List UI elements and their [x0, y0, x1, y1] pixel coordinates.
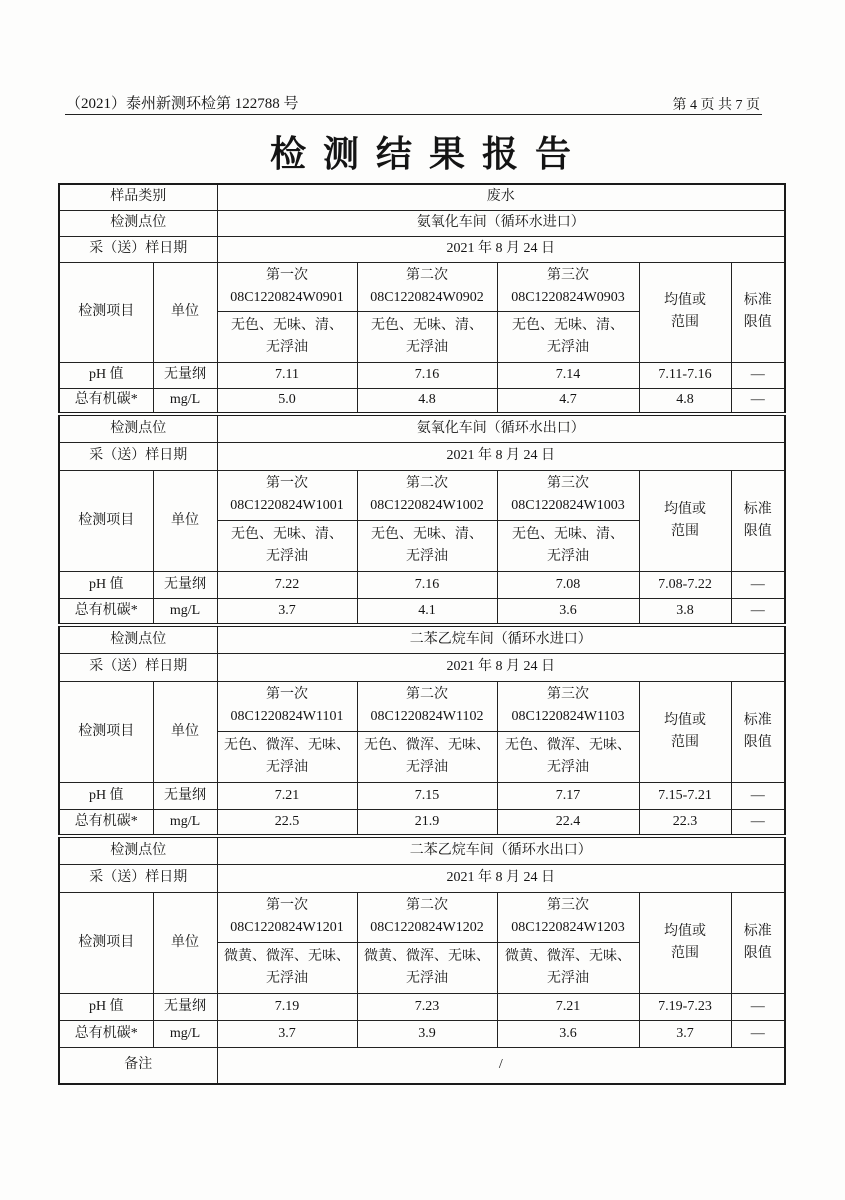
result-limit: — [731, 571, 785, 598]
remark-row [59, 1047, 785, 1084]
sample-description [217, 311, 357, 362]
sample-header-line: 08C1220824W1203 [511, 920, 625, 935]
sample-header-line: 08C1220824W1202 [370, 920, 484, 935]
result-value: 4.8 [357, 388, 497, 414]
test-point-label: 检测点位 [59, 414, 217, 442]
result-row [59, 571, 785, 598]
sample-header-line: 第二次 [406, 898, 448, 913]
result-value: 21.9 [357, 809, 497, 836]
sample-description [497, 311, 639, 362]
result-value: 3.6 [497, 598, 639, 625]
sampling-date-label: 采（送）样日期 [59, 864, 217, 892]
result-row [59, 782, 785, 809]
result-unit: mg/L [153, 598, 217, 625]
sample-description-line: 无色、无味、清、 [371, 526, 483, 542]
sample-header-line: 第三次 [547, 898, 589, 913]
sample-header [217, 892, 357, 942]
result-item: pH 值 [59, 993, 153, 1020]
sample-description [357, 942, 497, 993]
sample-description-line: 无浮油 [547, 548, 589, 564]
test-point-label: 检测点位 [59, 210, 217, 236]
result-unit: mg/L [153, 388, 217, 414]
unit-header: 单位 [153, 892, 217, 993]
result-value: 3.6 [497, 1020, 639, 1047]
result-mean: 3.7 [639, 1020, 731, 1047]
result-value: 7.19 [217, 993, 357, 1020]
item-header: 检测项目 [59, 470, 153, 571]
standard-limit-header-line: 标准 [743, 501, 772, 517]
sample-header [357, 262, 497, 311]
sample-description-line: 无色、无味、清、 [231, 526, 343, 542]
sample-description-line: 无浮油 [406, 548, 448, 564]
sampling-date-value: 2021 年 8 月 24 日 [217, 442, 785, 470]
column-header-row [59, 892, 785, 942]
sample-description-line: 无浮油 [547, 339, 589, 355]
test-point-row [59, 836, 785, 864]
unit-header: 单位 [153, 681, 217, 782]
result-value: 7.08 [497, 571, 639, 598]
result-mean: 7.15-7.21 [639, 782, 731, 809]
standard-limit-header-line: 标准 [743, 293, 772, 308]
sample-header [357, 892, 497, 942]
sample-header [357, 681, 497, 731]
sample-description-line: 无色、微浑、无味、 [505, 737, 631, 753]
page-title: 检 测 结 果 报 告 [269, 134, 575, 174]
sample-description-line: 微黄、微浑、无味、 [224, 948, 350, 964]
standard-limit-header [731, 262, 785, 362]
test-point-label: 检测点位 [59, 625, 217, 653]
result-mean: 7.19-7.23 [639, 993, 731, 1020]
standard-limit-header-line: 标准 [743, 923, 772, 939]
sample-header-line: 08C1220824W1102 [370, 709, 484, 724]
result-item: 总有机碳* [59, 388, 153, 414]
result-value: 7.16 [357, 362, 497, 388]
standard-limit-header-line: 限值 [743, 945, 772, 961]
result-unit: mg/L [153, 809, 217, 836]
column-header-row [59, 262, 785, 311]
result-value: 22.5 [217, 809, 357, 836]
sample-description [217, 731, 357, 782]
sample-header-line: 第一次 [266, 476, 308, 491]
result-limit: — [731, 598, 785, 625]
sample-description-line: 无浮油 [547, 759, 589, 775]
results-table-body [59, 184, 785, 1084]
sample-header [217, 681, 357, 731]
result-limit: — [731, 993, 785, 1020]
result-row [59, 598, 785, 625]
sampling-date-label: 采（送）样日期 [59, 236, 217, 262]
sample-header-line: 第二次 [406, 476, 448, 491]
mean-range-header-line: 均值或 [664, 293, 706, 308]
result-item: pH 值 [59, 571, 153, 598]
result-limit: — [731, 388, 785, 414]
item-header: 检测项目 [59, 681, 153, 782]
result-mean: 7.08-7.22 [639, 571, 731, 598]
result-row [59, 362, 785, 388]
sample-description-line: 无浮油 [406, 339, 448, 355]
test-point-value: 二苯乙烷车间（循环水出口） [217, 836, 785, 864]
sample-header-line: 08C1220824W1201 [230, 920, 344, 935]
result-limit: — [731, 362, 785, 388]
result-value: 7.15 [357, 782, 497, 809]
sample-type-value: 废水 [217, 184, 785, 210]
result-limit: — [731, 1020, 785, 1047]
mean-range-header-line: 范围 [671, 523, 699, 539]
sample-description-line: 无浮油 [547, 970, 589, 986]
standard-limit-header-line: 标准 [743, 712, 772, 728]
result-unit: 无量纲 [153, 782, 217, 809]
result-value: 3.7 [217, 598, 357, 625]
item-header: 检测项目 [59, 892, 153, 993]
result-value: 22.4 [497, 809, 639, 836]
sampling-date-row [59, 236, 785, 262]
result-item: 总有机碳* [59, 809, 153, 836]
standard-limit-header [731, 470, 785, 571]
result-row [59, 809, 785, 836]
mean-range-header-line: 范围 [671, 734, 699, 750]
test-point-row [59, 414, 785, 442]
sample-header-line: 08C1220824W1002 [370, 498, 484, 513]
sample-description-line: 无色、无味、清、 [512, 317, 624, 333]
sample-header-line: 08C1220824W1101 [230, 709, 344, 724]
result-unit: mg/L [153, 1020, 217, 1047]
standard-limit-header-line: 限值 [743, 734, 772, 750]
sample-header-line: 第三次 [547, 267, 589, 283]
sample-header [497, 681, 639, 731]
test-point-row [59, 625, 785, 653]
sample-header [497, 262, 639, 311]
sample-description-line: 无浮油 [266, 759, 308, 775]
unit-header: 单位 [153, 470, 217, 571]
mean-range-header [639, 681, 731, 782]
sample-description [217, 520, 357, 571]
sample-description-line: 无色、无味、清、 [371, 317, 483, 333]
result-item: 总有机碳* [59, 1020, 153, 1047]
test-point-row [59, 210, 785, 236]
sampling-date-value: 2021 年 8 月 24 日 [217, 653, 785, 681]
result-value: 7.11 [217, 362, 357, 388]
sample-header-line: 第一次 [266, 898, 308, 913]
result-value: 5.0 [217, 388, 357, 414]
test-point-value: 二苯乙烷车间（循环水进口） [217, 625, 785, 653]
sample-description [497, 731, 639, 782]
sample-description [357, 520, 497, 571]
result-value: 4.7 [497, 388, 639, 414]
header-divider [65, 114, 762, 115]
unit-header: 单位 [153, 262, 217, 362]
sample-description [217, 942, 357, 993]
sample-header [357, 470, 497, 520]
column-header-row [59, 681, 785, 731]
sample-description-line: 无浮油 [266, 548, 308, 564]
page-indicator: 第 4 页 共 7 页 [672, 98, 760, 113]
sample-header [497, 470, 639, 520]
sample-header-line: 08C1220824W0901 [230, 289, 344, 305]
sample-description-line: 无浮油 [266, 339, 308, 355]
sample-header-line: 08C1220824W0903 [511, 289, 625, 305]
sample-type-row [59, 184, 785, 210]
sample-description [497, 520, 639, 571]
result-value: 7.16 [357, 571, 497, 598]
result-item: 总有机碳* [59, 598, 153, 625]
test-point-label: 检测点位 [59, 836, 217, 864]
result-mean: 7.11-7.16 [639, 362, 731, 388]
results-table [58, 183, 786, 1085]
result-value: 7.23 [357, 993, 497, 1020]
mean-range-header-line: 范围 [671, 315, 699, 330]
mean-range-header-line: 均值或 [664, 712, 706, 728]
result-value: 7.21 [217, 782, 357, 809]
column-header-row [59, 470, 785, 520]
sample-description-line: 无浮油 [266, 970, 308, 986]
sampling-date-label: 采（送）样日期 [59, 442, 217, 470]
mean-range-header-line: 均值或 [664, 501, 706, 517]
sample-description-line: 微黄、微浑、无味、 [364, 948, 490, 964]
sample-description [357, 731, 497, 782]
sample-header [217, 262, 357, 311]
sample-header-line: 08C1220824W1001 [230, 498, 344, 513]
sample-header-line: 第三次 [547, 687, 589, 702]
result-value: 7.14 [497, 362, 639, 388]
result-mean: 3.8 [639, 598, 731, 625]
remark-label: 备注 [59, 1047, 217, 1084]
result-row [59, 388, 785, 414]
result-unit: 无量纲 [153, 571, 217, 598]
test-point-value: 氨氧化车间（循环水进口） [217, 210, 785, 236]
sampling-date-value: 2021 年 8 月 24 日 [217, 864, 785, 892]
remark-value: / [217, 1047, 785, 1084]
test-point-value: 氨氧化车间（循环水出口） [217, 414, 785, 442]
result-value: 7.22 [217, 571, 357, 598]
result-mean: 22.3 [639, 809, 731, 836]
sample-description [357, 311, 497, 362]
sample-header-line: 第一次 [266, 267, 308, 283]
sample-description-line: 无浮油 [406, 759, 448, 775]
sampling-date-row [59, 864, 785, 892]
result-value: 7.17 [497, 782, 639, 809]
result-limit: — [731, 782, 785, 809]
sample-description-line: 无色、微浑、无味、 [364, 737, 490, 753]
mean-range-header-line: 范围 [671, 945, 699, 961]
result-unit: 无量纲 [153, 362, 217, 388]
sampling-date-row [59, 653, 785, 681]
result-limit: — [731, 809, 785, 836]
item-header: 检测项目 [59, 262, 153, 362]
sampling-date-label: 采（送）样日期 [59, 653, 217, 681]
result-item: pH 值 [59, 782, 153, 809]
result-value: 3.7 [217, 1020, 357, 1047]
sample-header-line: 第二次 [406, 687, 448, 702]
mean-range-header [639, 892, 731, 993]
result-value: 4.1 [357, 598, 497, 625]
sample-description [497, 942, 639, 993]
result-value: 3.9 [357, 1020, 497, 1047]
sample-header-line: 08C1220824W1003 [511, 498, 625, 513]
sample-type-label: 样品类别 [59, 184, 217, 210]
sample-header [217, 470, 357, 520]
standard-limit-header [731, 892, 785, 993]
result-row [59, 1020, 785, 1047]
sample-description-line: 微黄、微浑、无味、 [505, 948, 631, 964]
result-value: 7.21 [497, 993, 639, 1020]
mean-range-header-line: 均值或 [664, 923, 706, 939]
sample-description-line: 无色、微浑、无味、 [224, 737, 350, 753]
sample-header [497, 892, 639, 942]
sample-header-line: 08C1220824W1103 [511, 709, 625, 724]
sampling-date-value: 2021 年 8 月 24 日 [217, 236, 785, 262]
mean-range-header [639, 262, 731, 362]
sampling-date-row [59, 442, 785, 470]
result-mean: 4.8 [639, 388, 731, 414]
standard-limit-header-line: 限值 [743, 315, 772, 330]
standard-limit-header-line: 限值 [743, 523, 772, 539]
sample-header-line: 第二次 [406, 267, 448, 283]
sample-description-line: 无浮油 [406, 970, 448, 986]
sample-description-line: 无色、无味、清、 [512, 526, 624, 542]
sample-description-line: 无色、无味、清、 [231, 317, 343, 333]
sample-header-line: 第三次 [547, 476, 589, 491]
standard-limit-header [731, 681, 785, 782]
result-row [59, 993, 785, 1020]
result-unit: 无量纲 [153, 993, 217, 1020]
mean-range-header [639, 470, 731, 571]
sample-header-line: 第一次 [266, 687, 308, 702]
sample-header-line: 08C1220824W0902 [370, 289, 484, 305]
result-item: pH 值 [59, 362, 153, 388]
report-number: （2021）泰州新测环检第 122788 号 [66, 96, 299, 112]
